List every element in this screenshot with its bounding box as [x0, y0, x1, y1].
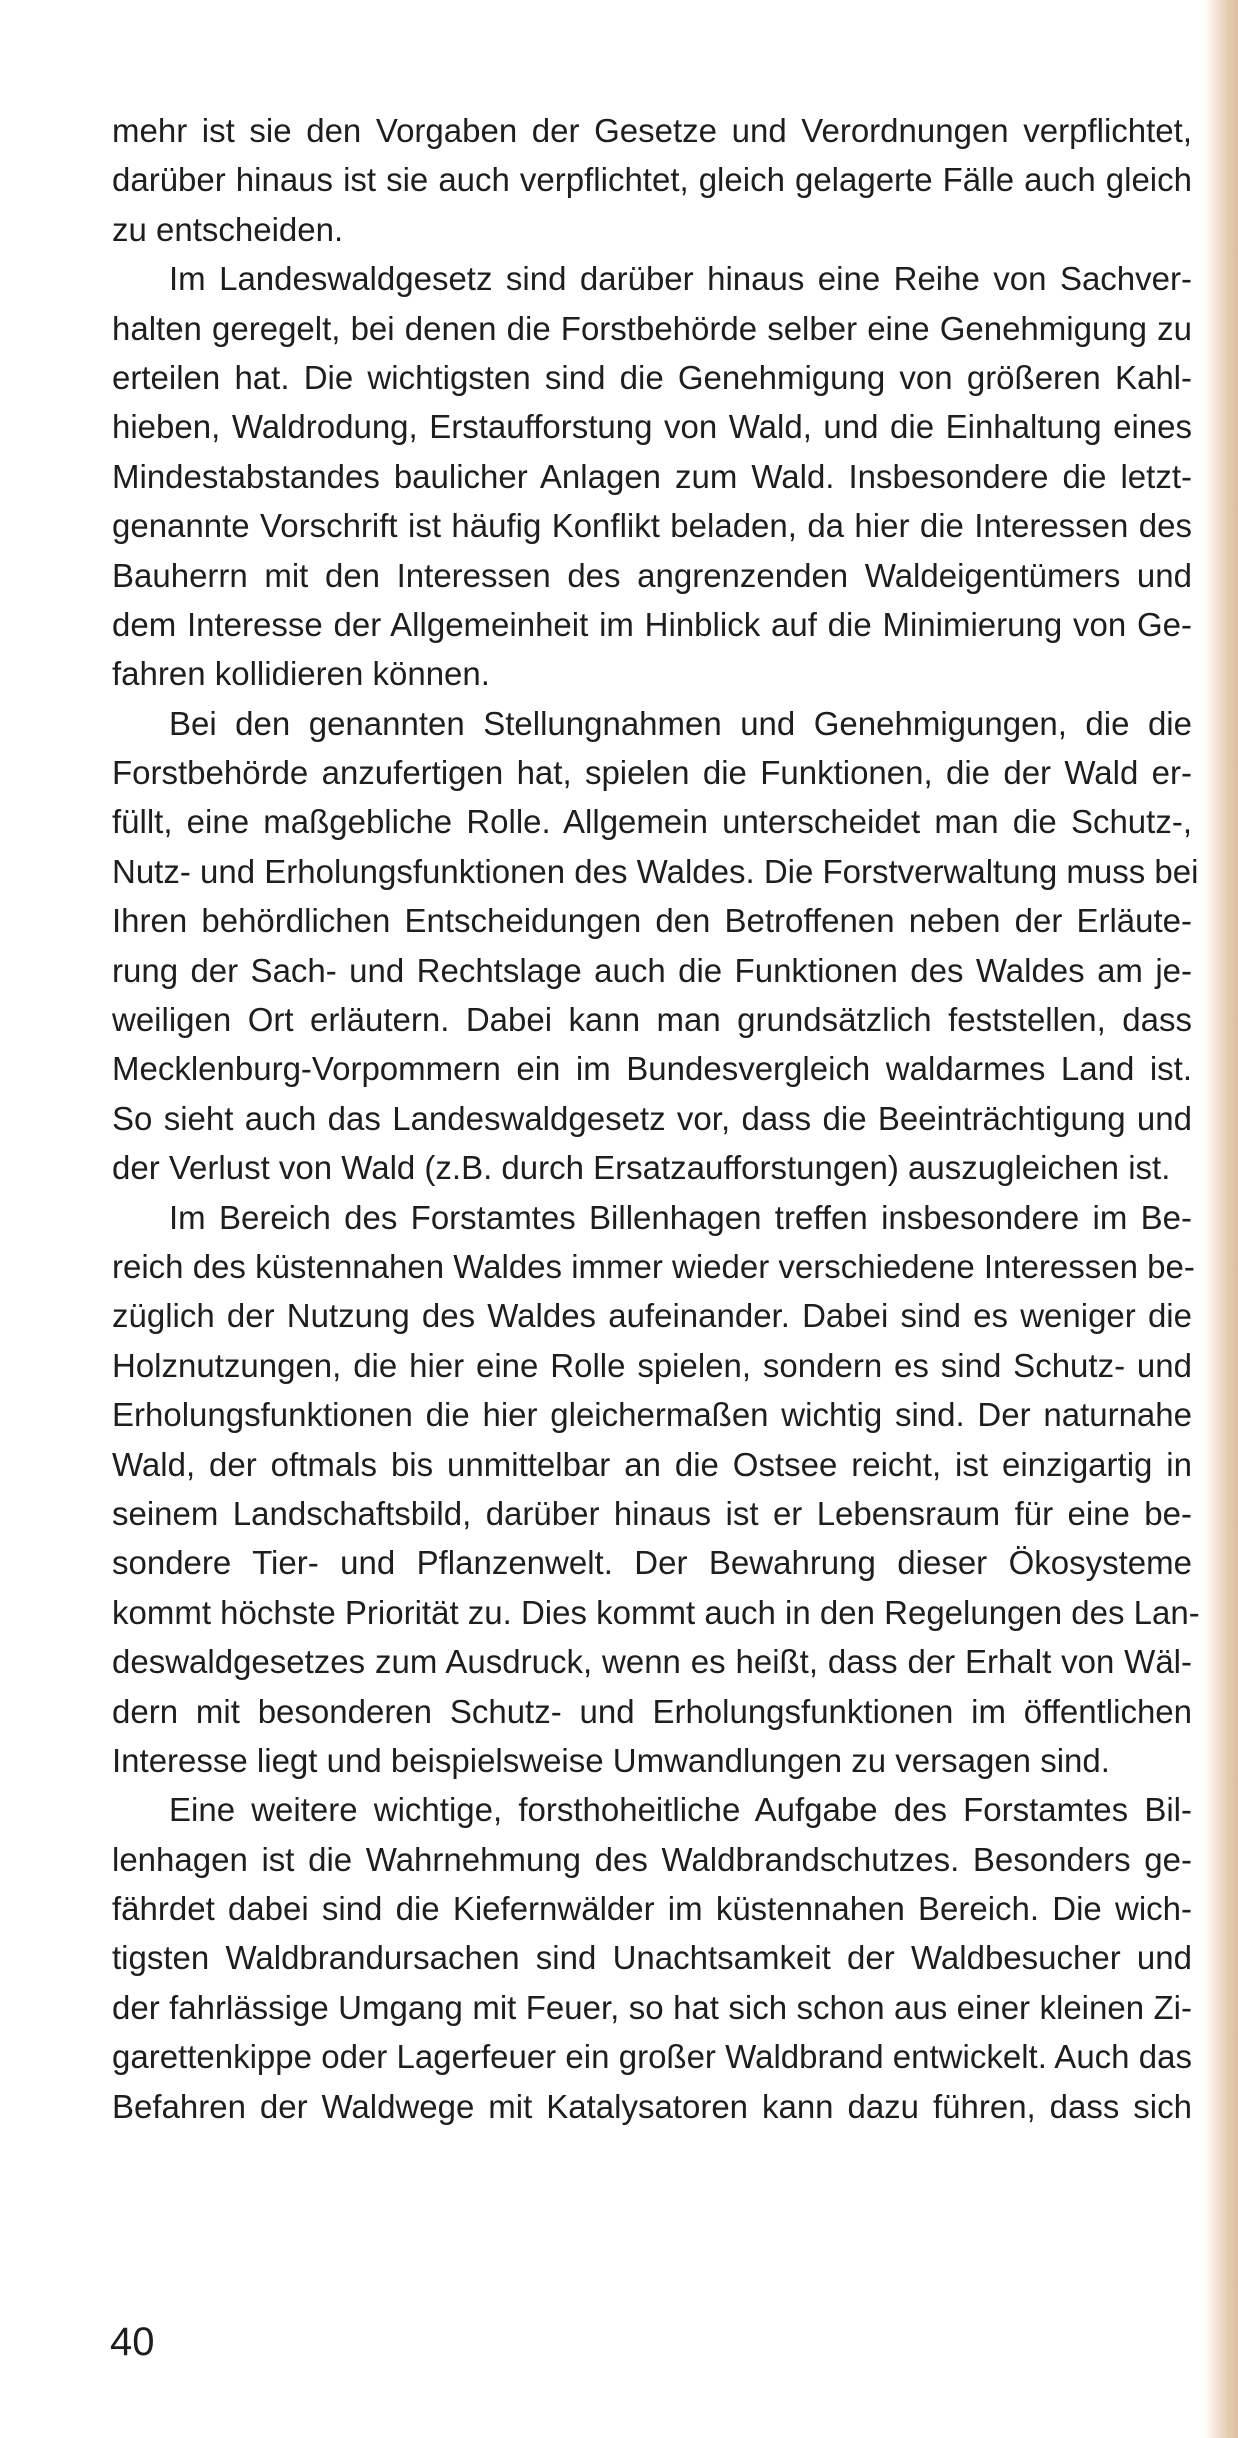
- text-line: rung der Sach- und Rechtslage auch die Funktionen des Waldes am je-: [112, 951, 1192, 989]
- page-body: [112, 106, 1200, 2131]
- text-line: Befahren der Waldwege mit Katalysatoren kann dazu führen, dass sich: [112, 2087, 1192, 2125]
- page-number: 40: [110, 2320, 155, 2364]
- text-line: der Verlust von Wald (z.B. durch Ersatzaufforstungen) auszugleichen ist.: [112, 1149, 1171, 1187]
- text-line: Wald, der oftmals bis unmittelbar an die Ostsee reicht, ist einzigartig in: [112, 1445, 1192, 1483]
- text-line: Im Landeswaldgesetz sind darüber hinaus eine Reihe von Sachver-: [169, 260, 1192, 298]
- text-line: lenhagen ist die Wahrnehmung des Waldbrandschutzes. Besonders ge-: [112, 1840, 1192, 1878]
- text-line: reich des küstennahen Waldes immer wieder verschiedene Interessen be-: [112, 1247, 1195, 1285]
- text-line: Bauherrn mit den Interessen des angrenzenden Waldeigentümers und: [112, 556, 1192, 594]
- text-line: weiligen Ort erläutern. Dabei kann man grundsätzlich feststellen, dass: [112, 1001, 1192, 1039]
- text-line: füllt, eine maßgebliche Rolle. Allgemein unterscheidet man die Schutz-,: [112, 803, 1192, 841]
- text-line: Erholungsfunktionen die hier gleichermaßen wichtig sind. Der naturnahe: [112, 1396, 1192, 1434]
- text-line: Forstbehörde anzufertigen hat, spielen die Funktionen, die der Wald er-: [112, 754, 1192, 792]
- text-line: darüber hinaus ist sie auch verpflichtet, gleich gelagerte Fälle auch gleich: [112, 161, 1192, 199]
- text-line: Mindestabstandes baulicher Anlagen zum Wald. Insbesondere die letzt-: [112, 457, 1192, 495]
- text-line: hieben, Waldrodung, Erstaufforstung von Wald, und die Einhaltung eines: [112, 408, 1192, 446]
- text-line: der fahrlässige Umgang mit Feuer, so hat sich schon aus einer kleinen Zi-: [112, 1988, 1192, 2026]
- text-line: garettenkippe oder Lagerfeuer ein großer Waldbrand entwickelt. Auch das: [112, 2038, 1192, 2076]
- text-line: dem Interesse der Allgemeinheit im Hinblick auf die Minimierung von Ge-: [112, 605, 1192, 643]
- text-line: sondere Tier- und Pflanzenwelt. Der Bewahrung dieser Ökosysteme: [112, 1544, 1192, 1582]
- text-line: kommt höchste Priorität zu. Dies kommt auch in den Regelungen des Lan-: [112, 1593, 1200, 1631]
- text-line: Holznutzungen, die hier eine Rolle spielen, sondern es sind Schutz- und: [112, 1346, 1192, 1384]
- text-line: tigsten Waldbrandursachen sind Unachtsamkeit der Waldbesucher und: [112, 1939, 1192, 1977]
- text-line: Mecklenburg-Vorpommern ein im Bundesvergleich waldarmes Land ist.: [112, 1050, 1192, 1088]
- page-edge-shadow: [1204, 0, 1238, 2438]
- text-line: Im Bereich des Forstamtes Billenhagen treffen insbesondere im Be-: [169, 1198, 1192, 1236]
- text-line: deswaldgesetzes zum Ausdruck, wenn es heißt, dass der Erhalt von Wäl-: [112, 1643, 1192, 1681]
- text-line: erteilen hat. Die wichtigsten sind die Genehmigung von größeren Kahl-: [112, 358, 1192, 396]
- text-line: Ihren behördlichen Entscheidungen den Betroffenen neben der Erläute-: [112, 902, 1192, 940]
- text-line: fahren kollidieren können.: [112, 655, 490, 693]
- text-line: So sieht auch das Landeswaldgesetz vor, dass die Beeinträchtigung und: [112, 1099, 1192, 1137]
- text-line: züglich der Nutzung des Waldes aufeinander. Dabei sind es weniger die: [112, 1297, 1192, 1335]
- text-line: fährdet dabei sind die Kiefernwälder im küstennahen Bereich. Die wich-: [112, 1890, 1192, 1928]
- text-line: Nutz- und Erholungsfunktionen des Waldes. Die Forstverwaltung muss bei: [112, 852, 1199, 890]
- text-line: genannte Vorschrift ist häufig Konflikt beladen, da hier die Interessen des: [112, 507, 1192, 545]
- text-line: Interesse liegt und beispielsweise Umwandlungen zu versagen sind.: [112, 1741, 1110, 1779]
- paragraph: [112, 699, 1199, 1193]
- text-line: mehr ist sie den Vorgaben der Gesetze und Verordnungen verpflichtet,: [112, 112, 1192, 149]
- text-line: zu entscheiden.: [112, 210, 344, 248]
- text-line: dern mit besonderen Schutz- und Erholungsfunktionen im öffentlichen: [112, 1692, 1192, 1730]
- text-line: Eine weitere wichtige, forsthoheitliche Aufgabe des Forstamtes Bil-: [169, 1791, 1192, 1829]
- text-line: seinem Landschaftsbild, darüber hinaus ist er Lebensraum für eine be-: [112, 1494, 1192, 1532]
- paragraph: [112, 106, 1192, 254]
- paragraph: [112, 1785, 1192, 2131]
- text-line: halten geregelt, bei denen die Forstbehörde selber eine Genehmigung zu: [112, 309, 1192, 347]
- paragraph: [112, 254, 1192, 699]
- text-line: Bei den genannten Stellungnahmen und Genehmigungen, die die: [169, 704, 1192, 742]
- paragraph: [112, 1193, 1200, 1786]
